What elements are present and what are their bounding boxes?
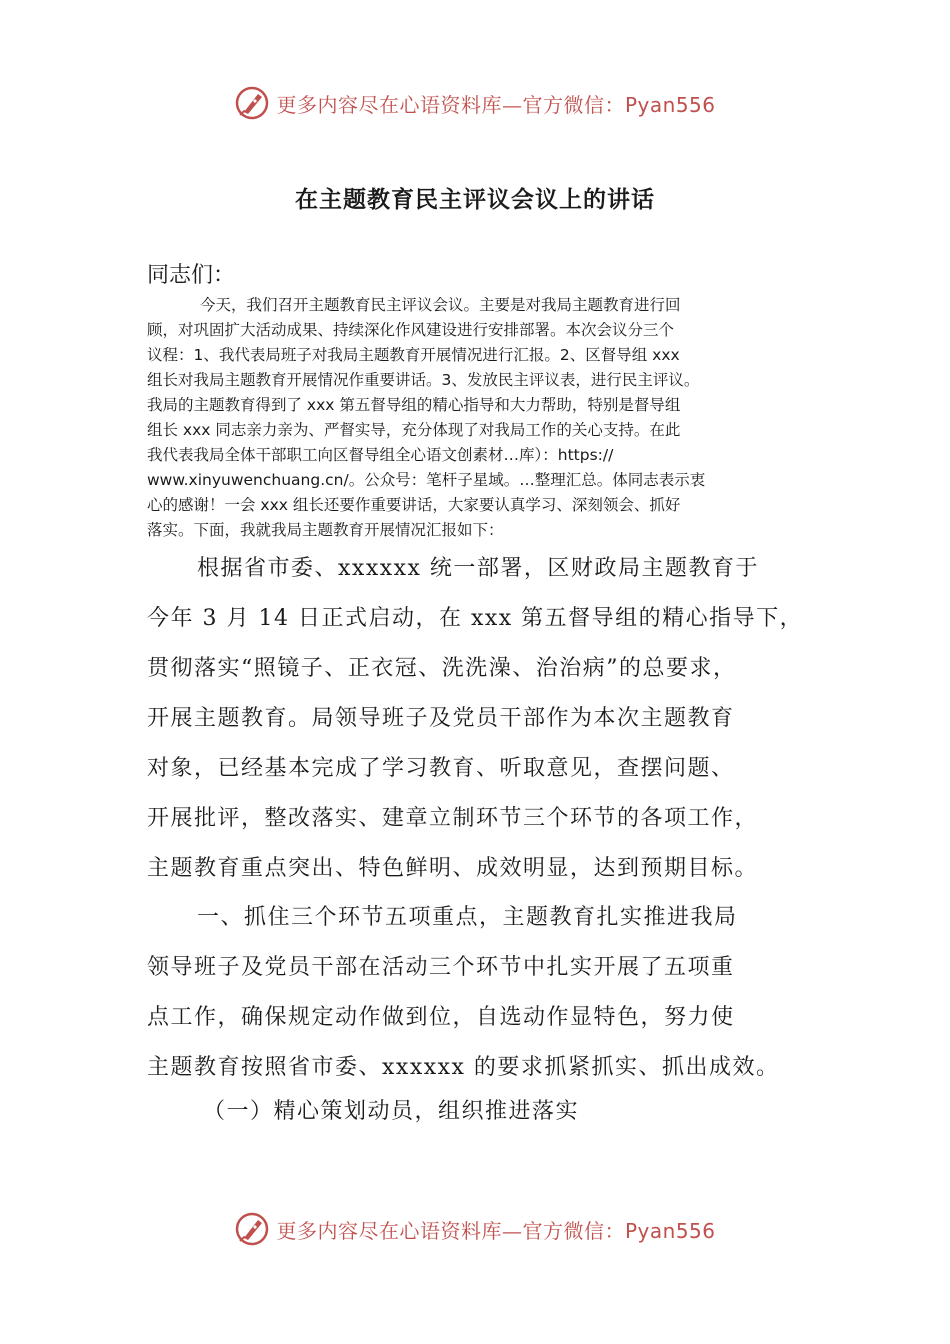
intro-line: 组长 xxx 同志亲力亲为、严督实导，充分体现了对我局工作的关心支持。在此 — [147, 421, 681, 439]
body-line: 点工作，确保规定动作做到位，自选动作显特色，努力使 — [147, 1005, 735, 1030]
intro-line: 我代表我局全体干部职工向区督导组全心语文创素材…库）：https:// — [147, 446, 614, 464]
body-paragraph-2 — [147, 893, 817, 1093]
body-line: 对象，已经基本完成了学习教育、听取意见，查摆问题、 — [147, 756, 735, 781]
body-paragraph-1 — [147, 544, 817, 894]
body-line: 贯彻落实“照镜子、正衣冠、洗洗澡、治治病”的总要求， — [147, 656, 737, 681]
intro-line: 落实。下面，我就我局主题教育开展情况汇报如下： — [147, 521, 504, 539]
body-line: 根据省市委、xxxxxx 统一部署，区财政局主题教育于 — [197, 556, 759, 581]
watermark-text: 更多内容尽在心语资料库—官方微信：Pyan556 — [276, 1218, 716, 1243]
intro-line: 组长对我局主题教育开展情况作重要讲话。3、发放民主评议表，进行民主评议。 — [147, 371, 700, 389]
document-title: 在主题教育民主评议会议上的讲话 — [295, 187, 655, 213]
watermark-text: 更多内容尽在心语资料库—官方微信：Pyan556 — [276, 92, 716, 117]
intro-line: 议程：1、我代表局班子对我局主题教育开展情况进行汇报。2、区督导组 xxx — [147, 346, 680, 364]
intro-paragraph — [147, 293, 807, 543]
footer-watermark — [0, 1209, 950, 1249]
pen-nib-logo-icon — [234, 85, 270, 121]
intro-line: www.xinyuwenchuang.cn/。公众号：笔杆子星域。…整理汇总。体同志表示衷 — [147, 471, 706, 489]
body-line: 领导班子及党员干部在活动三个环节中扎实开展了五项重 — [147, 955, 735, 980]
body-line: 主题教育按照省市委、xxxxxx 的要求抓紧抓实、抓出成效。 — [147, 1055, 780, 1080]
greeting: 同志们： — [147, 263, 236, 288]
section-subheading: （一）精心策划动员，组织推进落实 — [203, 1099, 580, 1124]
pen-nib-logo-icon — [234, 1211, 270, 1247]
intro-line: 我局的主题教育得到了 xxx 第五督导组的精心指导和大力帮助，特别是督导组 — [147, 396, 681, 414]
intro-line: 今天，我们召开主题教育民主评议会议。主要是对我局主题教育进行回 — [200, 296, 681, 314]
header-watermark — [0, 83, 950, 123]
intro-line: 心的感谢！一会 xxx 组长还要作重要讲话，大家要认真学习、深刻领会、抓好 — [147, 496, 681, 514]
body-line: 一、抓住三个环节五项重点，主题教育扎实推进我局 — [197, 905, 738, 930]
intro-line: 顾，对巩固扩大活动成果、持续深化作风建设进行安排部署。本次会议分三个 — [147, 321, 675, 339]
body-line: 主题教育重点突出、特色鲜明、成效明显，达到预期目标。 — [147, 856, 759, 881]
body-line: 开展主题教育。局领导班子及党员干部作为本次主题教育 — [147, 706, 735, 731]
body-line: 今年 3 月 14 日正式启动，在 xxx 第五督导组的精心指导下， — [147, 606, 804, 631]
body-line: 开展批评，整改落实、建章立制环节三个环节的各项工作， — [147, 806, 759, 831]
